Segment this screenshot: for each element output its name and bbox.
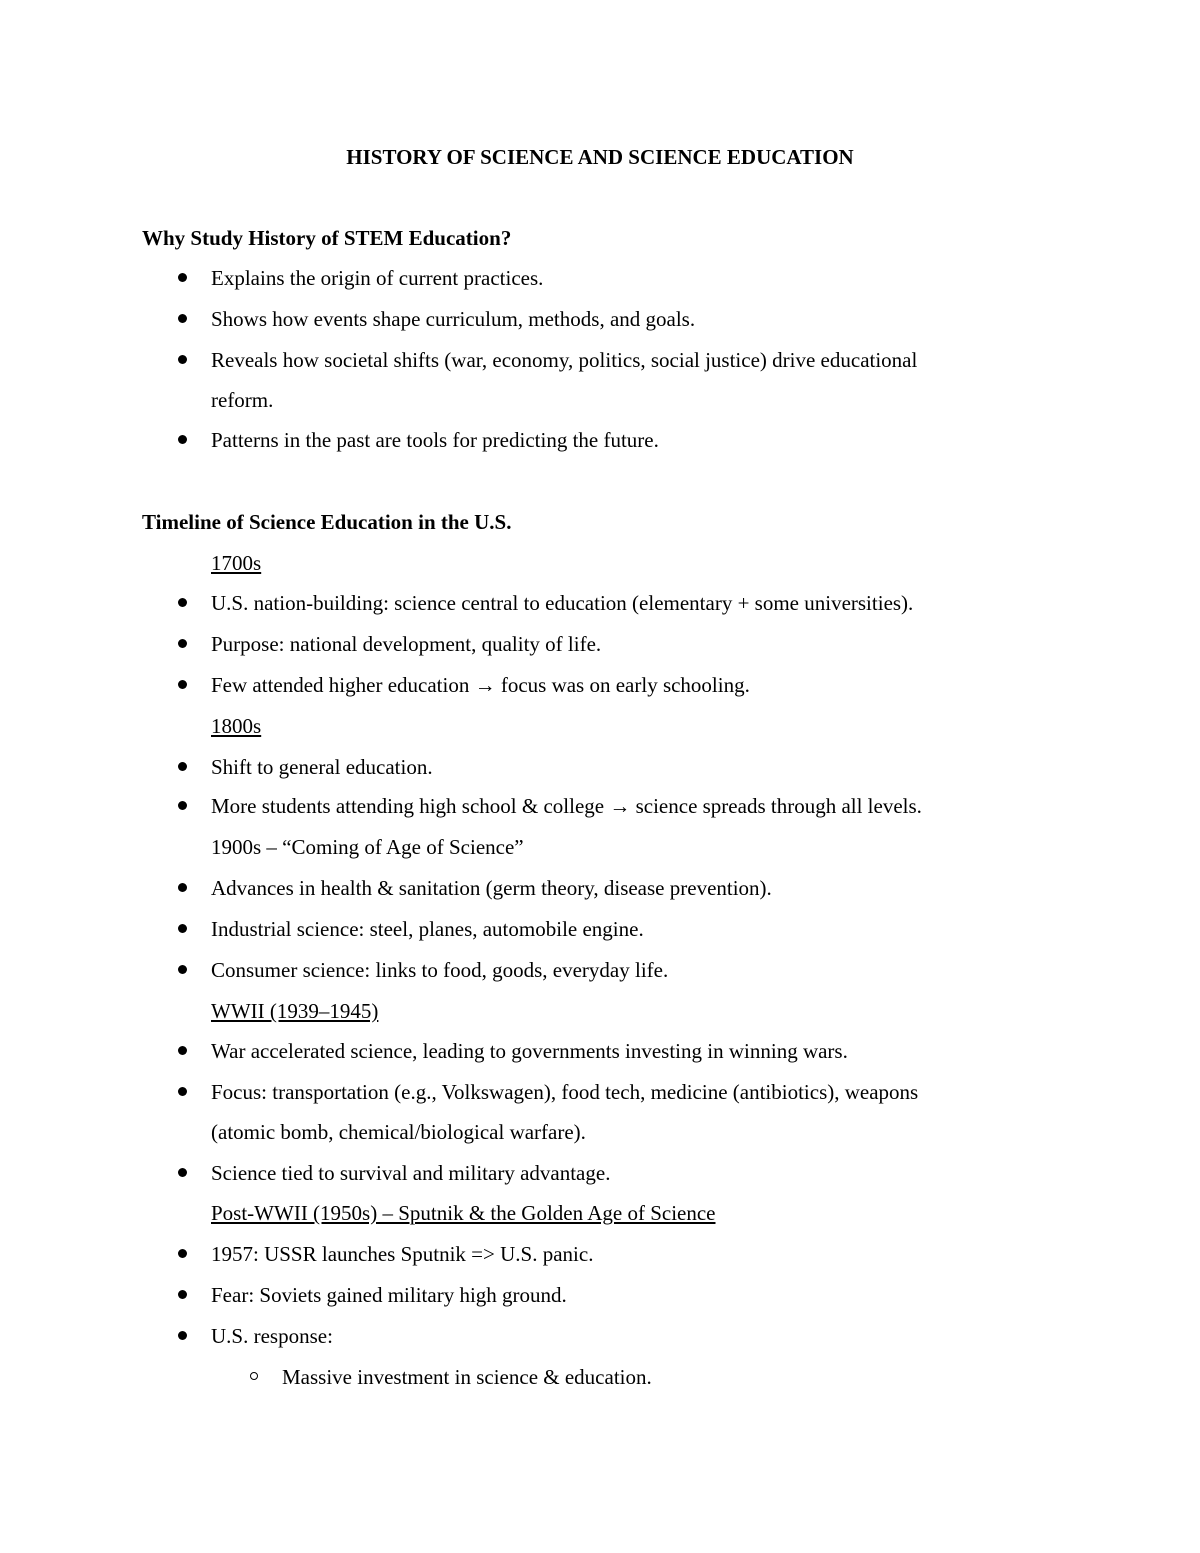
bullet-icon: [178, 1331, 187, 1340]
list-item: Science tied to survival and military advantage.: [211, 1161, 611, 1185]
era-label-1700s: 1700s: [211, 551, 262, 575]
list-item-continuation: reform.: [211, 388, 274, 412]
section-heading-why-study: Why Study History of STEM Education?: [142, 226, 512, 250]
bullet-icon: [178, 314, 187, 323]
bullet-icon: [178, 1249, 187, 1258]
bullet-icon: [178, 680, 187, 689]
bullet-icon: [178, 1046, 187, 1055]
list-item: Few attended higher education → focus was on early schooling.: [211, 673, 750, 697]
bullet-icon: [178, 1290, 187, 1299]
hollow-bullet-icon: [250, 1372, 258, 1380]
list-item: Reveals how societal shifts (war, economy, politics, social justice) drive educational: [211, 348, 918, 372]
bullet-icon: [178, 435, 187, 444]
list-item: Fear: Soviets gained military high ground.: [211, 1283, 567, 1307]
list-item: Purpose: national development, quality of life.: [211, 632, 602, 656]
list-item: Focus: transportation (e.g., Volkswagen), food tech, medicine (antibiotics), weapons: [211, 1080, 919, 1104]
document-title: HISTORY OF SCIENCE AND SCIENCE EDUCATION: [346, 145, 854, 169]
list-item: U.S. response:: [211, 1324, 333, 1348]
list-item: Industrial science: steel, planes, automobile engine.: [211, 917, 644, 941]
bullet-icon: [178, 965, 187, 974]
list-item: Shows how events shape curriculum, methods, and goals.: [211, 307, 696, 331]
list-item: Shift to general education.: [211, 755, 433, 779]
section-heading-timeline: Timeline of Science Education in the U.S.: [142, 510, 512, 534]
bullet-icon: [178, 762, 187, 771]
list-item-continuation: (atomic bomb, chemical/biological warfare).: [211, 1120, 586, 1144]
list-item: Advances in health & sanitation (germ theory, disease prevention).: [211, 876, 772, 900]
bullet-icon: [178, 924, 187, 933]
list-item: More students attending high school & college → science spreads through all levels.: [211, 794, 922, 818]
list-item: 1957: USSR launches Sputnik => U.S. panic.: [211, 1242, 594, 1266]
list-item: Patterns in the past are tools for predicting the future.: [211, 428, 659, 452]
bullet-icon: [178, 355, 187, 364]
bullet-icon: [178, 1168, 187, 1177]
bullet-icon: [178, 1087, 187, 1096]
era-label-wwii: WWII (1939–1945): [211, 999, 379, 1023]
bullet-icon: [178, 598, 187, 607]
bullet-icon: [178, 273, 187, 282]
bullet-icon: [178, 639, 187, 648]
list-item: U.S. nation-building: science central to education (elementary + some universities).: [211, 591, 914, 615]
sub-list-item: Massive investment in science & education.: [282, 1365, 652, 1389]
era-label-1800s: 1800s: [211, 714, 262, 738]
bullet-icon: [178, 883, 187, 892]
era-label-1900s: 1900s – “Coming of Age of Science”: [211, 835, 524, 859]
list-item: War accelerated science, leading to governments investing in winning wars.: [211, 1039, 848, 1063]
list-item: Consumer science: links to food, goods, everyday life.: [211, 958, 669, 982]
era-label-post-wwii: Post-WWII (1950s) – Sputnik & the Golden Age of Science: [211, 1201, 716, 1225]
list-item: Explains the origin of current practices.: [211, 266, 544, 290]
bullet-icon: [178, 801, 187, 810]
